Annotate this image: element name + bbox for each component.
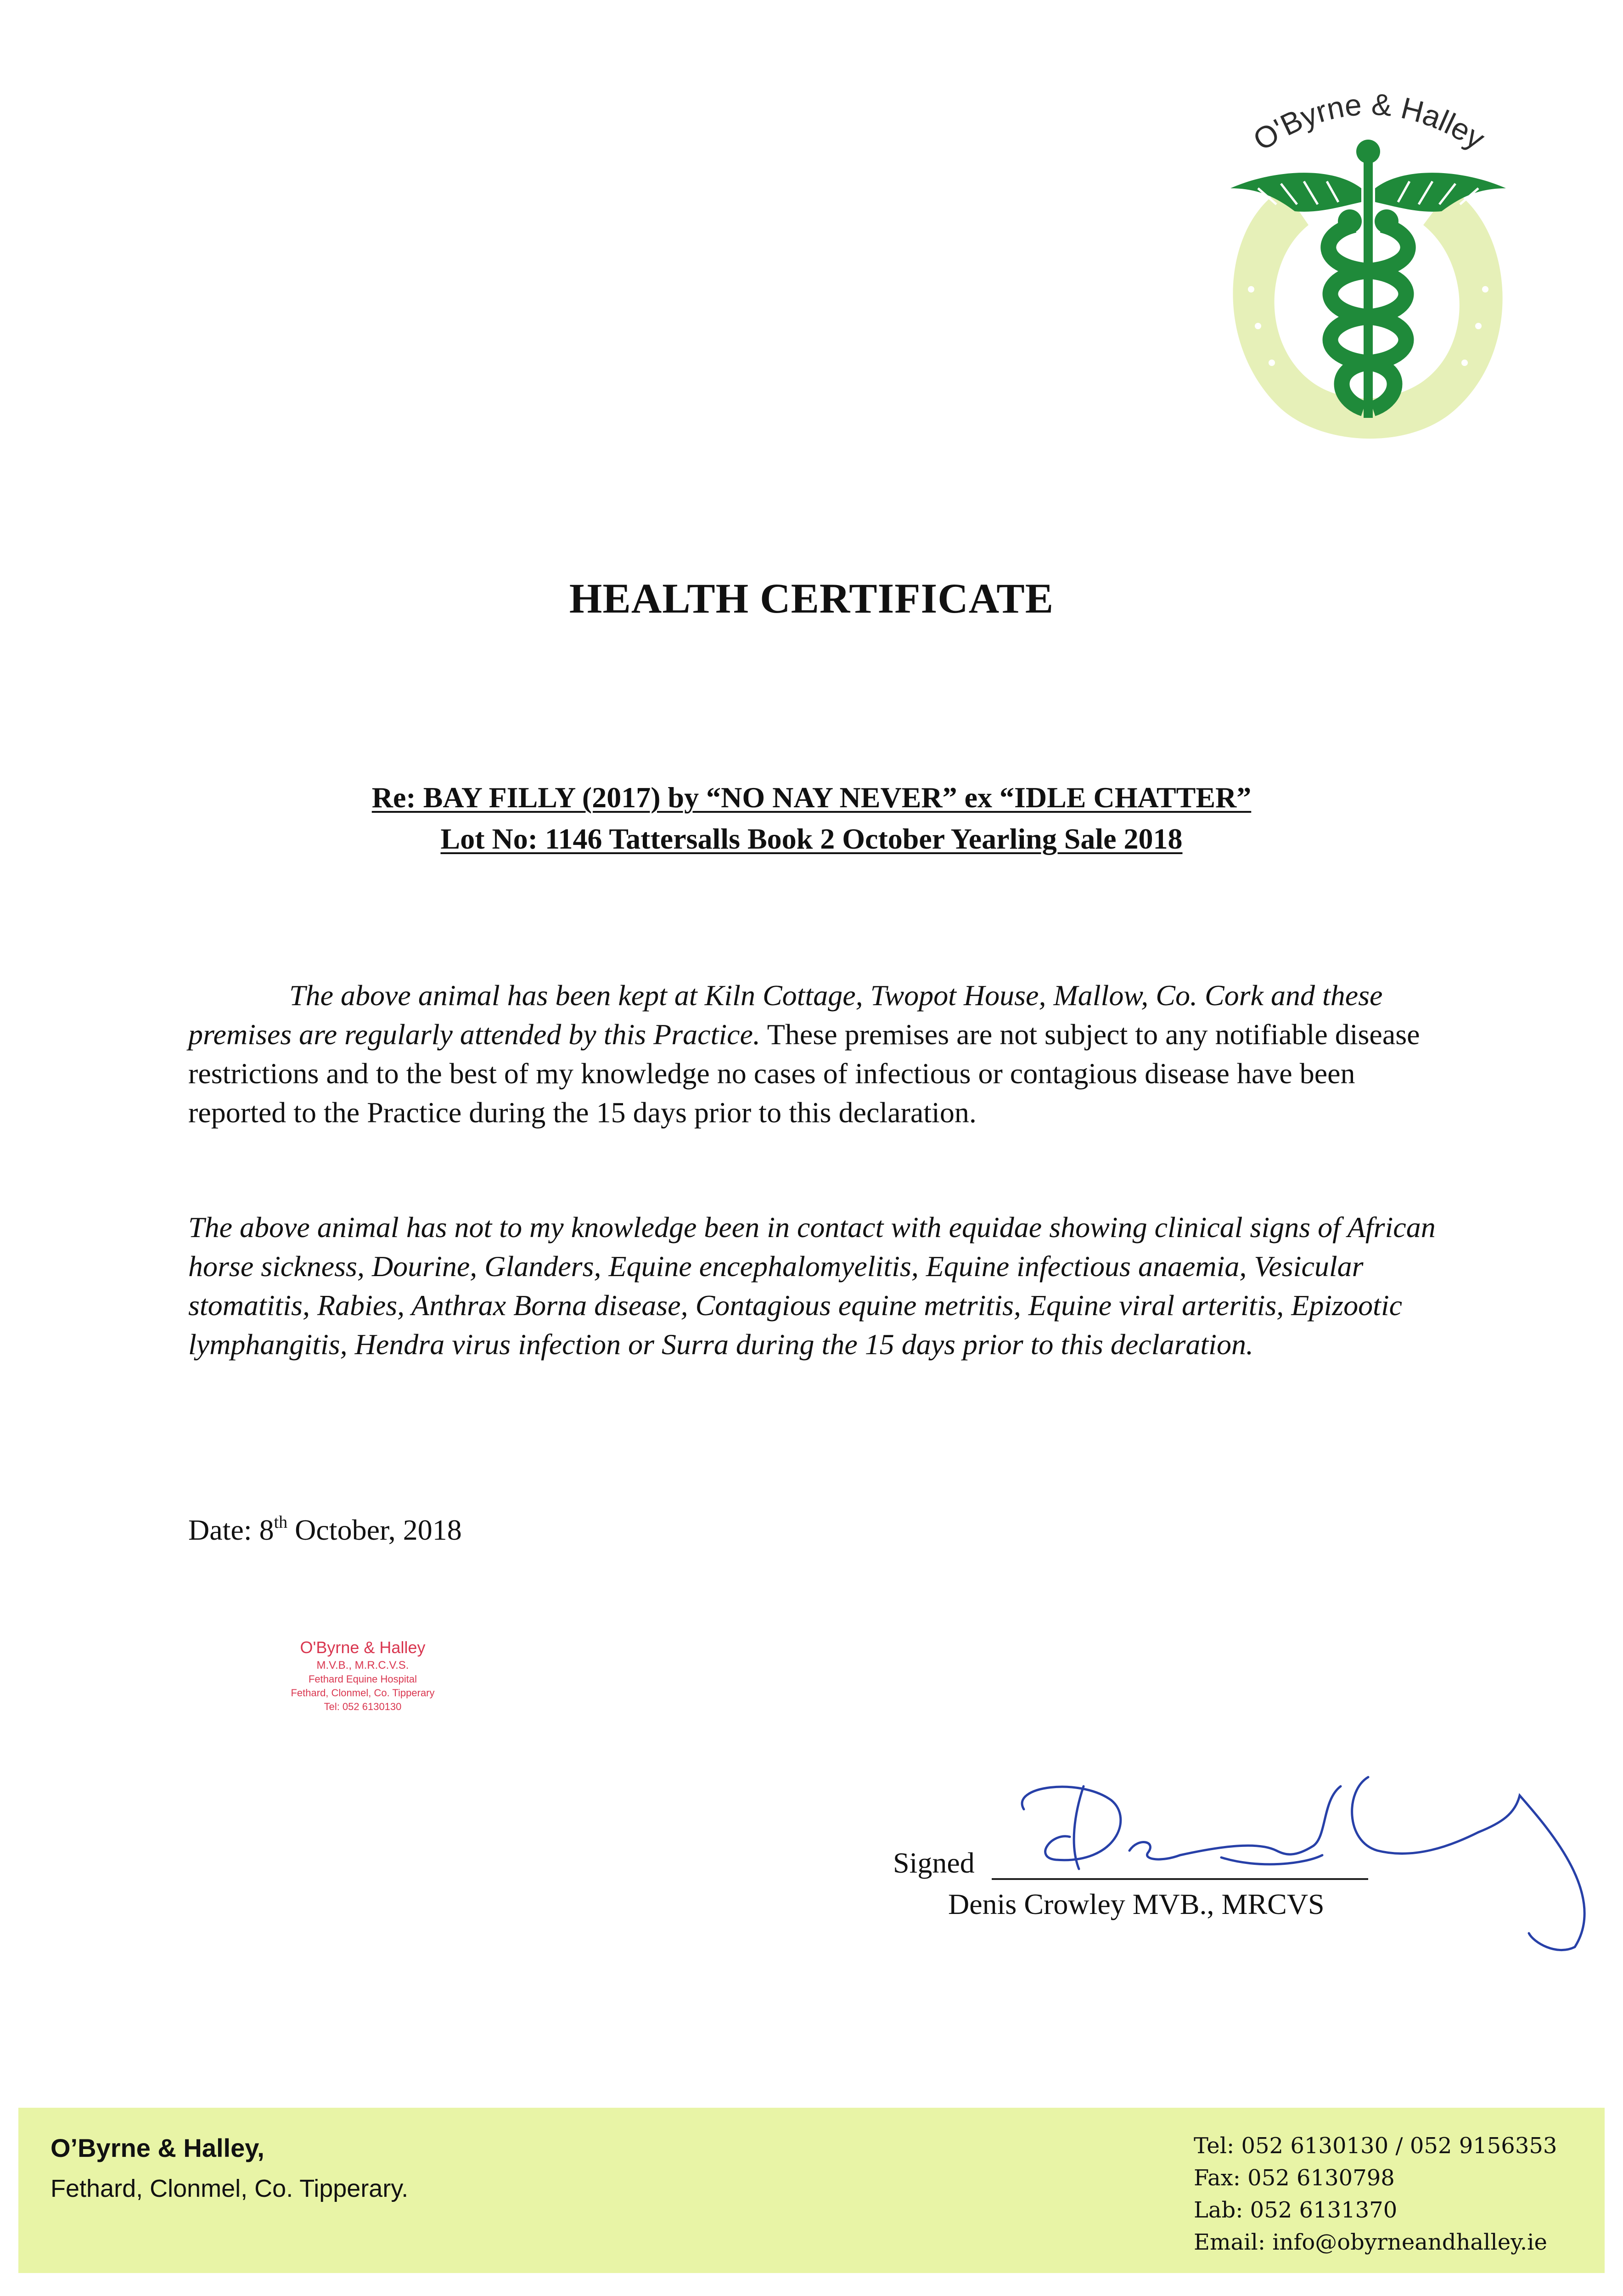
footer-tel: Tel: 052 6130130 / 052 9156353 [1194, 2133, 1557, 2159]
signer-name: Denis Crowley MVB., MRCVS [948, 1888, 1325, 1920]
svg-text:Fethard, Clonmel, Co. Tipperar: Fethard, Clonmel, Co. Tipperary [291, 1687, 435, 1699]
restrictions-statement: These premises are not subject to any notifiable disease restrictions and to the best of my knowledge no cases of infectious or contagious disease have been reported to the Practice during the 15 days prior to this declaration. [188, 1018, 1420, 1129]
footer-email[interactable]: Email: info@obyrneandhalley.ie [1194, 2229, 1547, 2255]
footer-address: Fethard, Clonmel, Co. Tipperary. [51, 2175, 409, 2202]
paragraph-contact: The above animal has not to my knowledge been in contact with equidae showing clinical signs of African horse sickness, Dourine, Glanders, Equine encephalomyelitis, Equine infectious anaemia, Vesicular stomatitis, Rabies, Anthrax Borna disease, Contagious equine metritis, Equine viral arteritis, Epizootic lymphangitis, Hendra virus infection or Surra during the 15 days prior to this declaration. [188, 1211, 1436, 1361]
page-title: HEALTH CERTIFICATE [569, 575, 1054, 622]
certificate-date: Date: 8th October, 2018 [188, 1513, 462, 1546]
svg-text:Fethard Equine Hospital: Fethard Equine Hospital [308, 1673, 417, 1685]
reference-lot: Lot No: 1146 Tattersalls Book 2 October Yearling Sale 2018 [440, 822, 1183, 855]
premises-statement: The above animal has been kept at Kiln Cottage, Twopot House, Mallow, Co. Cork and these premises are regularly attended by this Practice. [188, 979, 1383, 1051]
footer-practice-name: O’Byrne & Halley, [51, 2133, 264, 2162]
svg-text:O'Byrne & Halley: O'Byrne & Halley [300, 1638, 426, 1657]
practice-logo [1203, 51, 1533, 473]
logo-arc-text: O'Byrne & Halley [1247, 87, 1491, 158]
svg-text:M.V.B., M.R.C.V.S.: M.V.B., M.R.C.V.S. [316, 1659, 409, 1671]
footer-lab: Lab: 052 6131370 [1194, 2197, 1398, 2223]
handwritten-signature [964, 1759, 1607, 1956]
signed-label: Signed [893, 1846, 975, 1879]
practice-stamp [257, 1635, 468, 1727]
svg-text:Tel: 052 6130130: Tel: 052 6130130 [324, 1701, 402, 1712]
footer-contact [1194, 2130, 1557, 2258]
signature-line [992, 1878, 1368, 1880]
paragraph-premises [188, 976, 1437, 1132]
footer-fax: Fax: 052 6130798 [1194, 2165, 1395, 2191]
reference-animal: Re: BAY FILLY (2017) by “NO NAY NEVER” ex “IDLE CHATTER” [371, 781, 1252, 814]
